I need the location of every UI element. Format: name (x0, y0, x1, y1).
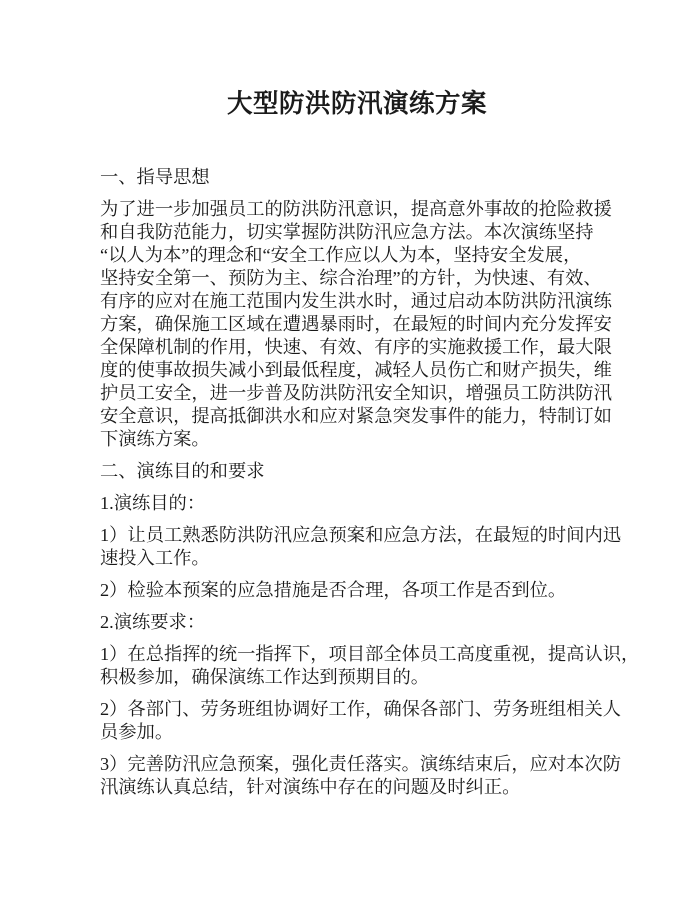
para-requirement-item-1 (100, 643, 640, 689)
section-heading-guiding-thought: 一、指导思想 (100, 167, 210, 187)
text-line: 全保障机制的作用，快速、有效、有序的实施救援工作，最大限 (100, 337, 612, 357)
document-content (100, 0, 640, 799)
text-line: 下演练方案。 (100, 429, 210, 449)
text-line: “以人为本”的理念和“安全工作应以人为本，坚持安全发展， (100, 245, 582, 265)
text-line: 方案，确保施工区域在遭遇暴雨时，在最短的时间内充分发挥安 (100, 314, 612, 334)
text-line: 护员工安全，进一步普及防洪防汛安全知识，增强员工防洪防汛 (100, 383, 612, 403)
para-purpose-item-1 (100, 524, 622, 570)
section-heading-drill-purpose-requirements: 二、演练目的和要求 (100, 461, 265, 481)
text-line: 3）完善防汛应急预案，强化责任落实。演练结束后，应对本次防 (100, 754, 622, 774)
para-requirement-item-2 (100, 698, 622, 744)
text-line: 有序的应对在施工范围内发生洪水时，通过启动本防洪防汛演练 (100, 291, 612, 311)
document-title: 大型防洪防汛演练方案 (226, 89, 487, 118)
para-drill-purpose-label (100, 492, 614, 515)
para-drill-requirements-label (100, 611, 614, 634)
text-line: 2.演练要求： (100, 612, 206, 632)
para-guiding-thought (100, 198, 614, 451)
para-purpose-item-2 (100, 579, 614, 602)
text-line: 2）检验本预案的应急措施是否合理，各项工作是否到位。 (100, 580, 567, 600)
text-line: 员参加。 (100, 722, 174, 742)
text-line: 1）在总指挥的统一指挥下，项目部全体员工高度重视，提高认识， (100, 644, 640, 664)
text-line: 汛演练认真总结，针对演练中存在的问题及时纠正。 (100, 777, 521, 797)
text-line: 安全意识，提高抵御洪水和应对紧急突发事件的能力，特制订如 (100, 406, 612, 426)
text-line: 为了进一步加强员工的防洪防汛意识，提高意外事故的抢险救援 (100, 199, 612, 219)
text-line: 度的使事故损失减小到最低程度，减轻人员伤亡和财产损失，维 (100, 360, 612, 380)
text-line: 积极参加，确保演练工作达到预期目的。 (100, 667, 430, 687)
text-line: 坚持安全第一、预防为主、综合治理”的方针，为快速、有效、 (100, 268, 602, 288)
text-line: 1.演练目的： (100, 493, 206, 513)
text-line: 1）让员工熟悉防洪防汛应急预案和应急方法，在最短的时间内迅 (100, 525, 622, 545)
para-requirement-item-3 (100, 753, 622, 799)
text-line: 和自我防范能力，切实掌握防洪防汛应急方法。本次演练坚持 (100, 222, 594, 242)
text-line: 2）各部门、劳务班组协调好工作，确保各部门、劳务班组相关人 (100, 699, 622, 719)
text-line: 速投入工作。 (100, 548, 210, 568)
